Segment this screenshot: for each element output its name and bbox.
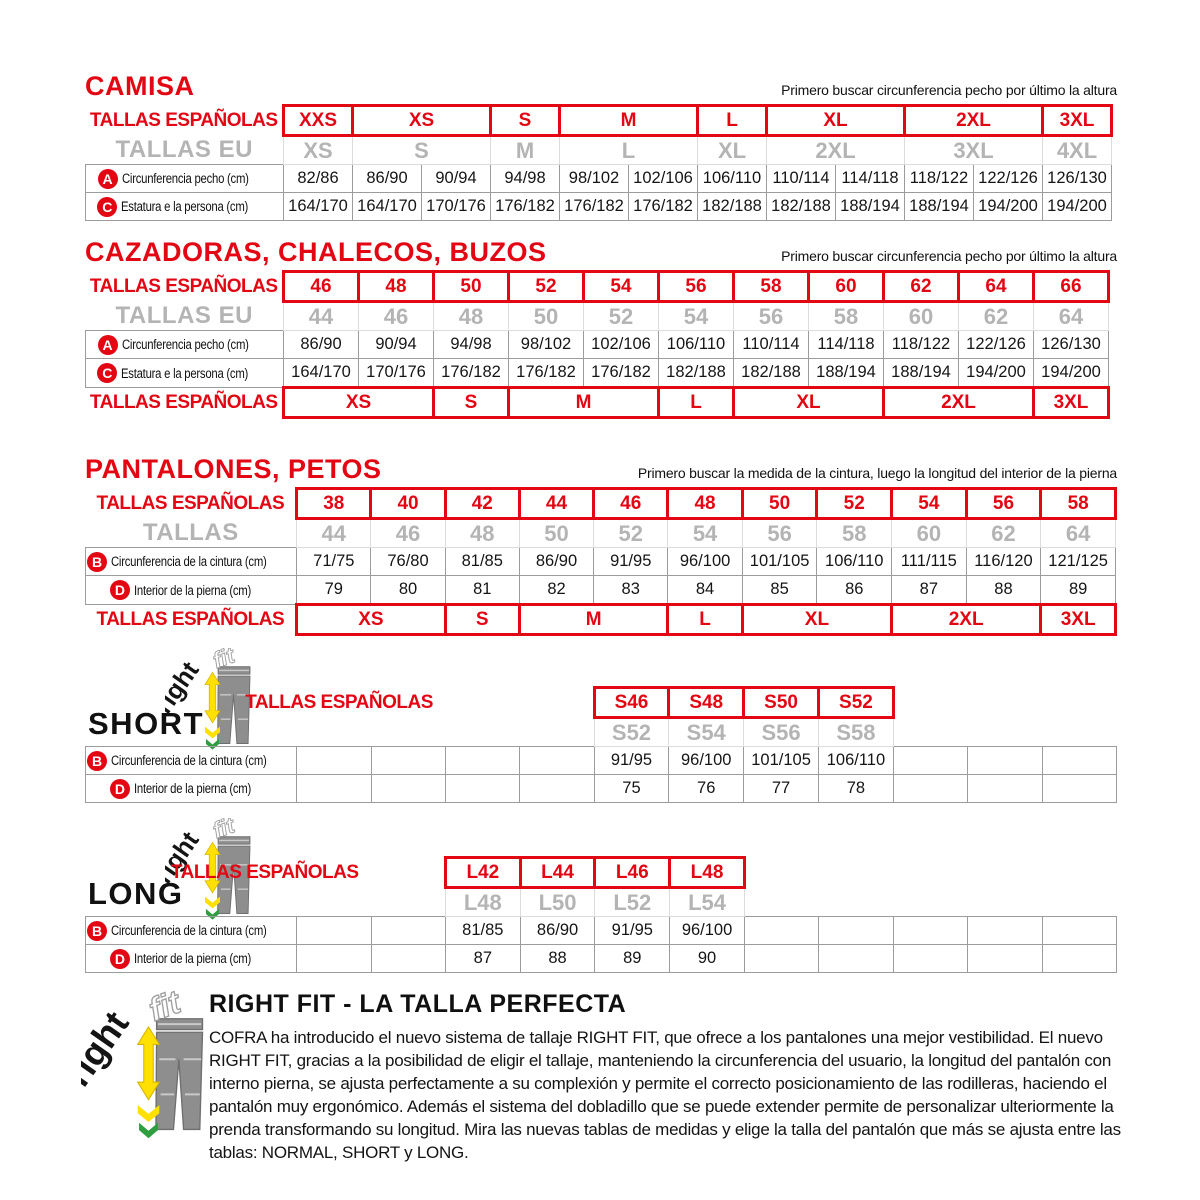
value-cell: 176/182 bbox=[509, 359, 584, 388]
size-red-cell: 3XL bbox=[1043, 106, 1112, 136]
size-eu-cell: 62 bbox=[959, 302, 1034, 331]
value-cell: 118/122 bbox=[905, 165, 974, 193]
value-cell: 83 bbox=[594, 576, 668, 605]
size-red-cell: S48 bbox=[669, 688, 744, 718]
table-row bbox=[86, 605, 1116, 635]
letter-B-badge: B bbox=[87, 751, 107, 771]
value-cell: 182/188 bbox=[767, 193, 836, 221]
measure-label bbox=[86, 775, 297, 803]
value-cell bbox=[1042, 945, 1116, 973]
size-red-cell: S bbox=[445, 605, 519, 635]
value-cell bbox=[371, 775, 445, 803]
size-red-cell: 46 bbox=[594, 489, 668, 519]
value-cell: 98/102 bbox=[509, 331, 584, 359]
value-cell: 182/188 bbox=[698, 193, 767, 221]
table-row bbox=[86, 489, 1116, 519]
value-cell: 106/110 bbox=[817, 548, 892, 576]
table-row bbox=[86, 858, 1117, 888]
table-row bbox=[86, 331, 1109, 359]
size-red-cell: S50 bbox=[744, 688, 819, 718]
pantalones-note: Primero buscar la medida de la cintura, luego la longitud del interior de la pierna bbox=[637, 465, 1117, 481]
value-cell: 91/95 bbox=[594, 548, 668, 576]
value-cell bbox=[297, 775, 371, 803]
value-cell: 110/114 bbox=[767, 165, 836, 193]
value-cell: 110/114 bbox=[734, 331, 809, 359]
size-eu-cell: 50 bbox=[509, 302, 584, 331]
size-red-cell: 3XL bbox=[1034, 388, 1109, 418]
letter-D-badge: D bbox=[110, 779, 130, 799]
value-cell: 77 bbox=[744, 775, 819, 803]
cazadoras-size-table bbox=[85, 270, 1110, 419]
value-cell: 90 bbox=[670, 945, 745, 973]
pantalones-size-table bbox=[85, 487, 1117, 636]
size-red-cell: 54 bbox=[584, 272, 659, 302]
value-cell bbox=[520, 747, 594, 775]
value-cell bbox=[893, 747, 967, 775]
spanish-sizes-label: TALLAS ESPAÑOLAS bbox=[170, 861, 359, 883]
size-red-cell: XS bbox=[297, 605, 445, 635]
value-cell: 85 bbox=[742, 576, 817, 605]
value-cell bbox=[968, 775, 1042, 803]
table-row bbox=[86, 945, 1117, 973]
measure-label bbox=[86, 576, 297, 605]
camisa-size-table bbox=[85, 104, 1113, 221]
pantalones-header bbox=[85, 453, 1117, 483]
value-cell: 194/200 bbox=[974, 193, 1043, 221]
value-cell bbox=[819, 945, 893, 973]
value-cell: 86/90 bbox=[353, 165, 422, 193]
value-cell: 82 bbox=[519, 576, 593, 605]
value-cell bbox=[968, 747, 1042, 775]
value-cell bbox=[371, 945, 445, 973]
value-cell: 96/100 bbox=[670, 917, 745, 945]
value-cell: 86/90 bbox=[284, 331, 359, 359]
measure-label-text: Interior de la pierna (cm) bbox=[133, 951, 251, 966]
size-red-cell: 60 bbox=[809, 272, 884, 302]
value-cell bbox=[744, 917, 818, 945]
value-cell: 102/106 bbox=[584, 331, 659, 359]
size-red-cell: 58 bbox=[1041, 489, 1116, 519]
value-cell: 80 bbox=[371, 576, 445, 605]
size-red-cell: 44 bbox=[519, 489, 593, 519]
value-cell bbox=[1042, 917, 1116, 945]
rightfit-logo bbox=[81, 990, 216, 1142]
table-row bbox=[86, 106, 1112, 136]
value-cell: 176/182 bbox=[491, 193, 560, 221]
measure-label-text: Interior de la pierna (cm) bbox=[133, 582, 251, 598]
value-cell: 118/122 bbox=[884, 331, 959, 359]
value-cell: 121/125 bbox=[1041, 548, 1116, 576]
value-cell: 176/182 bbox=[629, 193, 698, 221]
camisa-header bbox=[85, 70, 1117, 100]
size-eu-cell: 44 bbox=[297, 519, 371, 548]
cazadoras-header bbox=[85, 236, 1117, 266]
size-eu-cell: 4XL bbox=[1043, 136, 1112, 165]
cazadoras-title: CAZADORAS, CHALECOS, BUZOS bbox=[85, 237, 547, 267]
table-row bbox=[86, 302, 1109, 331]
size-eu-cell: S52 bbox=[594, 718, 669, 747]
value-cell: 101/105 bbox=[742, 548, 817, 576]
short-title: SHORT bbox=[88, 706, 204, 741]
measure-label bbox=[86, 359, 284, 388]
size-eu-cell: XS bbox=[284, 136, 353, 165]
size-eu-cell: 54 bbox=[659, 302, 734, 331]
section-cazadoras bbox=[85, 236, 1117, 419]
letter-C-badge: C bbox=[97, 197, 117, 217]
value-cell: 188/194 bbox=[836, 193, 905, 221]
value-cell: 122/126 bbox=[974, 165, 1043, 193]
size-red-cell: S bbox=[434, 388, 509, 418]
value-cell: 182/188 bbox=[734, 359, 809, 388]
table-row bbox=[86, 775, 1117, 803]
value-cell: 81/85 bbox=[445, 548, 519, 576]
size-red-cell: L42 bbox=[445, 858, 520, 888]
value-cell: 89 bbox=[595, 945, 670, 973]
measure-label bbox=[86, 193, 284, 221]
size-red-cell: L bbox=[698, 106, 767, 136]
measure-label bbox=[86, 548, 297, 576]
measure-label-text: Circunferencia pecho (cm) bbox=[121, 337, 249, 352]
value-cell: 81/85 bbox=[445, 917, 520, 945]
value-cell: 87 bbox=[892, 576, 967, 605]
rightfit-paragraph: COFRA ha introducido el nuevo sistema de tallaje RIGHT FIT, que ofrece a los pantalones una mejor vestibilidad. El nuevo RIGHT FIT, gracias a la posibilidad de eligir el tallaje, manteniendo la circunferencia del usuario, la longitud del pantalón con interno pierna, se ajusta perfectamente a su complexión y permite el correcto posicionamiento de las rodilleras, haciendo el pantalón muy ergonómico. Además el sistema del dobladillo que se puede extender permite de personalizar ulteriormente la prenda transformando su longitud. Mira las nuevas tablas de medidas y elige la talla del pantalón que más se ajusta entre las tablas: NORMAL, SHORT y LONG. bbox=[209, 1028, 1121, 1162]
size-red-cell: 64 bbox=[959, 272, 1034, 302]
value-cell: 126/130 bbox=[1043, 165, 1112, 193]
value-cell: 176/182 bbox=[584, 359, 659, 388]
letter-B-badge: B bbox=[87, 552, 107, 572]
size-red-cell: L bbox=[659, 388, 734, 418]
size-eu-cell: 64 bbox=[1041, 519, 1116, 548]
short-size-table bbox=[85, 686, 1117, 803]
rightfit-heading: RIGHT FIT - LA TALLA PERFECTA bbox=[209, 990, 627, 1018]
value-cell bbox=[297, 747, 371, 775]
value-cell: 114/118 bbox=[836, 165, 905, 193]
size-eu-cell: XL bbox=[698, 136, 767, 165]
table-row bbox=[86, 688, 1117, 718]
size-red-cell: XS bbox=[353, 106, 491, 136]
empty-cell bbox=[893, 718, 1116, 747]
empty-cell bbox=[86, 888, 446, 917]
value-cell: 96/100 bbox=[669, 747, 744, 775]
value-cell: 82/86 bbox=[284, 165, 353, 193]
size-red-cell: 58 bbox=[734, 272, 809, 302]
size-red-cell: 54 bbox=[892, 489, 967, 519]
size-red-cell: 42 bbox=[445, 489, 519, 519]
empty-cell bbox=[893, 688, 1116, 718]
size-eu-cell: 64 bbox=[1034, 302, 1109, 331]
value-cell: 194/200 bbox=[1034, 359, 1109, 388]
size-red-cell: 2XL bbox=[884, 388, 1034, 418]
size-red-cell: 52 bbox=[817, 489, 892, 519]
value-cell bbox=[445, 747, 519, 775]
table-row bbox=[86, 388, 1109, 418]
value-cell: 111/115 bbox=[892, 548, 967, 576]
size-red-cell: XL bbox=[767, 106, 905, 136]
size-red-cell: L46 bbox=[595, 858, 670, 888]
value-cell: 75 bbox=[594, 775, 669, 803]
measure-label bbox=[86, 331, 284, 359]
size-red-cell: XS bbox=[284, 388, 434, 418]
value-cell bbox=[371, 747, 445, 775]
rightfit-text-block bbox=[209, 990, 1121, 1164]
size-eu-cell: 46 bbox=[359, 302, 434, 331]
section-pantalones bbox=[85, 453, 1117, 636]
size-eu-cell: 48 bbox=[434, 302, 509, 331]
size-red-cell: M bbox=[519, 605, 667, 635]
size-eu-cell: 52 bbox=[584, 302, 659, 331]
eu-sizes-label: TALLAS EU bbox=[115, 301, 253, 329]
size-eu-cell: 60 bbox=[884, 302, 959, 331]
value-cell: 176/182 bbox=[560, 193, 629, 221]
empty-cell bbox=[744, 888, 1116, 917]
value-cell: 102/106 bbox=[629, 165, 698, 193]
section-camisa bbox=[85, 70, 1117, 221]
size-red-cell: 56 bbox=[659, 272, 734, 302]
camisa-note: Primero buscar circunferencia pecho por último la altura bbox=[781, 82, 1117, 98]
size-eu-cell: S bbox=[353, 136, 491, 165]
size-red-cell: 46 bbox=[284, 272, 359, 302]
value-cell bbox=[297, 917, 371, 945]
value-cell: 76 bbox=[669, 775, 744, 803]
camisa-title: CAMISA bbox=[85, 71, 195, 101]
measure-label-text: Circunferencia de la cintura (cm) bbox=[111, 753, 267, 768]
letter-A-badge: A bbox=[98, 335, 118, 355]
size-red-cell: 50 bbox=[434, 272, 509, 302]
value-cell: 84 bbox=[668, 576, 742, 605]
value-cell: 87 bbox=[445, 945, 520, 973]
size-eu-cell: 50 bbox=[519, 519, 593, 548]
section-rightfit bbox=[85, 990, 1121, 1162]
value-cell bbox=[893, 917, 967, 945]
measure-label bbox=[86, 917, 297, 945]
value-cell: 176/182 bbox=[434, 359, 509, 388]
value-cell: 88 bbox=[966, 576, 1041, 605]
measure-label-text: Interior de la pierna (cm) bbox=[133, 781, 251, 796]
size-red-cell: 2XL bbox=[892, 605, 1041, 635]
table-row bbox=[86, 747, 1117, 775]
value-cell: 194/200 bbox=[1043, 193, 1112, 221]
table-row bbox=[86, 888, 1117, 917]
letter-A-badge: A bbox=[98, 169, 118, 189]
size-red-cell: 52 bbox=[509, 272, 584, 302]
size-red-cell: S bbox=[491, 106, 560, 136]
measure-label bbox=[86, 747, 297, 775]
measure-label-text: Estatura e la persona (cm) bbox=[121, 199, 249, 214]
letter-C-badge: C bbox=[97, 363, 117, 383]
value-cell: 94/98 bbox=[491, 165, 560, 193]
table-row bbox=[86, 359, 1109, 388]
value-cell: 98/102 bbox=[560, 165, 629, 193]
eu-sizes-label: TALLAS EU bbox=[115, 135, 253, 163]
value-cell: 101/105 bbox=[744, 747, 819, 775]
cazadoras-note: Primero buscar circunferencia pecho por último la altura bbox=[781, 248, 1117, 264]
value-cell: 106/110 bbox=[698, 165, 767, 193]
size-eu-cell: 48 bbox=[445, 519, 519, 548]
table-row bbox=[86, 519, 1116, 548]
measure-label-text: Circunferencia de la cintura (cm) bbox=[111, 554, 267, 569]
table-row bbox=[86, 193, 1112, 221]
value-cell: 76/80 bbox=[371, 548, 445, 576]
size-eu-cell: L bbox=[560, 136, 698, 165]
value-cell bbox=[1042, 747, 1116, 775]
value-cell: 164/170 bbox=[284, 359, 359, 388]
size-eu-cell: 58 bbox=[809, 302, 884, 331]
empty-cell bbox=[744, 858, 1116, 888]
measure-label-text: Circunferencia de la cintura (cm) bbox=[111, 923, 267, 938]
value-cell bbox=[297, 945, 371, 973]
size-red-cell: 3XL bbox=[1041, 605, 1116, 635]
value-cell: 188/194 bbox=[884, 359, 959, 388]
table-row bbox=[86, 165, 1112, 193]
value-cell: 106/110 bbox=[659, 331, 734, 359]
value-cell: 89 bbox=[1041, 576, 1116, 605]
size-red-cell: 48 bbox=[668, 489, 742, 519]
value-cell: 79 bbox=[297, 576, 371, 605]
value-cell: 106/110 bbox=[819, 747, 894, 775]
value-cell: 96/100 bbox=[668, 548, 742, 576]
size-red-cell: XXS bbox=[284, 106, 353, 136]
value-cell: 81 bbox=[445, 576, 519, 605]
value-cell bbox=[371, 917, 445, 945]
value-cell: 170/176 bbox=[359, 359, 434, 388]
eu-sizes-label: TALLAS bbox=[142, 518, 239, 546]
size-red-cell: 66 bbox=[1034, 272, 1109, 302]
value-cell: 188/194 bbox=[809, 359, 884, 388]
size-eu-cell: 44 bbox=[284, 302, 359, 331]
size-eu-cell: 54 bbox=[668, 519, 742, 548]
value-cell: 122/126 bbox=[959, 331, 1034, 359]
size-red-cell: 38 bbox=[297, 489, 371, 519]
spanish-sizes-label: TALLAS ESPAÑOLAS bbox=[96, 608, 285, 630]
size-red-cell: L bbox=[668, 605, 742, 635]
long-title: LONG bbox=[88, 876, 184, 911]
letter-D-badge: D bbox=[110, 580, 130, 600]
value-cell: 94/98 bbox=[434, 331, 509, 359]
letter-D-badge: D bbox=[110, 949, 130, 969]
value-cell: 90/94 bbox=[359, 331, 434, 359]
value-cell: 91/95 bbox=[595, 917, 670, 945]
size-red-cell: 50 bbox=[742, 489, 817, 519]
pantalones-title: PANTALONES, PETOS bbox=[85, 454, 382, 484]
table-row bbox=[86, 272, 1109, 302]
value-cell: 90/94 bbox=[422, 165, 491, 193]
value-cell: 182/188 bbox=[659, 359, 734, 388]
value-cell: 188/194 bbox=[905, 193, 974, 221]
spanish-sizes-label: TALLAS ESPAÑOLAS bbox=[89, 391, 278, 413]
size-eu-cell: M bbox=[491, 136, 560, 165]
size-eu-cell: 58 bbox=[817, 519, 892, 548]
value-cell: 86 bbox=[817, 576, 892, 605]
spanish-sizes-label: TALLAS ESPAÑOLAS bbox=[89, 109, 278, 131]
table-row bbox=[86, 576, 1116, 605]
section-short bbox=[85, 654, 1117, 806]
size-eu-cell: L54 bbox=[670, 888, 745, 917]
value-cell bbox=[445, 775, 519, 803]
value-cell bbox=[1042, 775, 1116, 803]
size-red-cell: L48 bbox=[670, 858, 745, 888]
size-eu-cell: 62 bbox=[966, 519, 1041, 548]
size-eu-cell: 56 bbox=[734, 302, 809, 331]
value-cell: 71/75 bbox=[297, 548, 371, 576]
letter-B-badge: B bbox=[87, 921, 107, 941]
size-red-cell: 40 bbox=[371, 489, 445, 519]
value-cell: 86/90 bbox=[520, 917, 595, 945]
size-eu-cell: 56 bbox=[742, 519, 817, 548]
value-cell bbox=[819, 917, 893, 945]
empty-cell bbox=[86, 718, 595, 747]
table-row bbox=[86, 917, 1117, 945]
size-red-cell: 62 bbox=[884, 272, 959, 302]
size-red-cell: XL bbox=[734, 388, 884, 418]
size-eu-cell: L48 bbox=[445, 888, 520, 917]
value-cell bbox=[893, 945, 967, 973]
value-cell: 91/95 bbox=[594, 747, 669, 775]
size-red-cell: M bbox=[509, 388, 659, 418]
measure-label bbox=[86, 165, 284, 193]
value-cell: 164/170 bbox=[284, 193, 353, 221]
size-red-cell: S46 bbox=[594, 688, 669, 718]
size-eu-cell: 60 bbox=[892, 519, 967, 548]
value-cell bbox=[520, 775, 594, 803]
table-row bbox=[86, 718, 1117, 747]
value-cell bbox=[744, 945, 818, 973]
measure-label-text: Circunferencia pecho (cm) bbox=[121, 171, 249, 186]
value-cell bbox=[968, 945, 1042, 973]
value-cell: 114/118 bbox=[809, 331, 884, 359]
measure-label-text: Estatura e la persona (cm) bbox=[121, 365, 249, 381]
size-eu-cell: 2XL bbox=[767, 136, 905, 165]
value-cell bbox=[968, 917, 1042, 945]
size-red-cell: 48 bbox=[359, 272, 434, 302]
value-cell: 78 bbox=[819, 775, 894, 803]
table-row bbox=[86, 136, 1112, 165]
section-long bbox=[85, 824, 1117, 976]
size-eu-cell: S56 bbox=[744, 718, 819, 747]
spanish-sizes-label: TALLAS ESPAÑOLAS bbox=[96, 492, 285, 514]
table-row bbox=[86, 548, 1116, 576]
value-cell: 126/130 bbox=[1034, 331, 1109, 359]
value-cell: 116/120 bbox=[966, 548, 1041, 576]
size-red-cell: 56 bbox=[966, 489, 1041, 519]
size-eu-cell: L50 bbox=[520, 888, 595, 917]
size-eu-cell: 46 bbox=[371, 519, 445, 548]
long-size-table bbox=[85, 856, 1117, 973]
value-cell: 194/200 bbox=[959, 359, 1034, 388]
size-eu-cell: S58 bbox=[819, 718, 894, 747]
size-eu-cell: 52 bbox=[594, 519, 668, 548]
spanish-sizes-label: TALLAS ESPAÑOLAS bbox=[245, 691, 433, 713]
size-red-cell: S52 bbox=[819, 688, 894, 718]
value-cell: 164/170 bbox=[353, 193, 422, 221]
measure-label bbox=[86, 945, 297, 973]
value-cell: 88 bbox=[520, 945, 595, 973]
value-cell: 170/176 bbox=[422, 193, 491, 221]
size-eu-cell: L52 bbox=[595, 888, 670, 917]
spanish-sizes-label: TALLAS ESPAÑOLAS bbox=[89, 275, 278, 297]
value-cell bbox=[893, 775, 967, 803]
size-red-cell: XL bbox=[742, 605, 891, 635]
size-red-cell: M bbox=[560, 106, 698, 136]
size-eu-cell: S54 bbox=[669, 718, 744, 747]
size-eu-cell: 3XL bbox=[905, 136, 1043, 165]
value-cell: 86/90 bbox=[519, 548, 593, 576]
size-red-cell: L44 bbox=[520, 858, 595, 888]
size-red-cell: 2XL bbox=[905, 106, 1043, 136]
